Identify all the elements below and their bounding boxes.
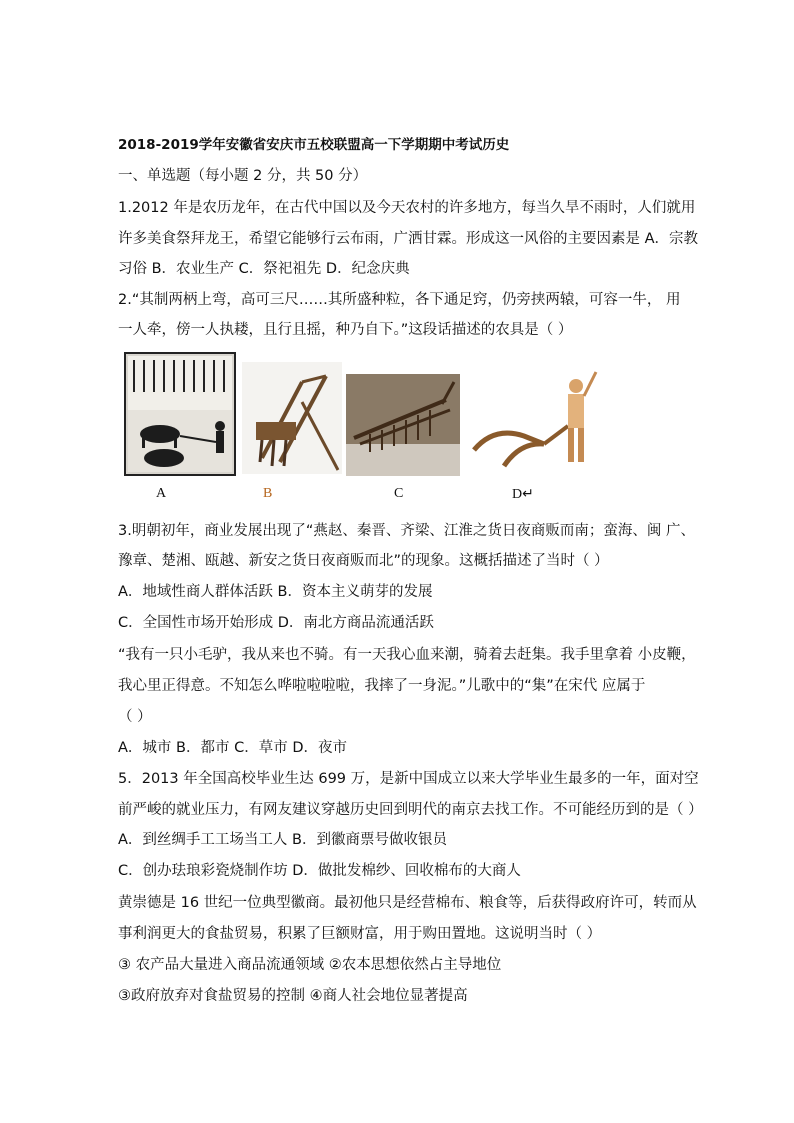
q6-option-line: ③政府放弃对食盐贸易的控制 ④商人社会地位显著提高 bbox=[118, 988, 468, 1004]
q1-line: 许多美食祭拜龙王，希望它能够行云布雨，广洒甘霖。形成这一风俗的主要因素是 A．宗教 bbox=[118, 231, 699, 247]
q5-option-line: C．创办珐琅彩瓷烧制作坊 D．做批发棉纱、回收棉布的大商人 bbox=[118, 863, 521, 879]
figure-label-a: A bbox=[156, 486, 167, 501]
q3-option-line: A．地域性商人群体活跃 B．资本主义萌芽的发展 bbox=[118, 584, 433, 600]
q1-line: 1.2012 年是农历龙年，在古代中国以及今天农村的许多地方，每当久旱不雨时，人们就用 bbox=[118, 200, 696, 216]
q6-line: 黄崇德是 16 世纪一位典型徽商。最初他只是经营棉布、粮食等，后获得政府许可，转而从 bbox=[118, 895, 697, 911]
q4-line: 我心里正得意。不知怎么哗啦啦啦啦，我摔了一身泥。”儿歌中的“集”在宋代 应属于 bbox=[118, 678, 646, 694]
q4-line: “我有一只小毛驴，我从来也不骑。有一天我心血来潮，骑着去赶集。我手里拿着 小皮鞭， bbox=[118, 647, 696, 663]
section-heading: 一、单选题（每小题 2 分，共 50 分） bbox=[118, 168, 368, 184]
q5-line: 5．2013 年全国高校毕业生达 699 万，是新中国成立以来大学毕业生最多的一年，面对空 bbox=[118, 771, 699, 787]
q1-line: 习俗 B．农业生产 C．祭祀祖先 D．纪念庆典 bbox=[118, 261, 410, 277]
figure-label-c: C bbox=[394, 486, 404, 501]
q5-option-line: A．到丝绸手工工场当工人 B．到徽商票号做收银员 bbox=[118, 832, 447, 848]
museum-model-c-image bbox=[346, 374, 460, 476]
q3-option-line: C．全国性市场开始形成 D．南北方商品流通活跃 bbox=[118, 615, 434, 631]
exam-title: 2018-2019学年安徽省安庆市五校联盟高一下学期期中考试历史 bbox=[118, 137, 510, 153]
figure-label-d: D↵ bbox=[512, 487, 534, 502]
plowman-d-image bbox=[464, 366, 604, 478]
figure-label-b: B bbox=[263, 486, 273, 501]
q2-line: 一人牵，傍一人执耧，且行且摇，种乃自下。”这段话描述的农具是（ ） bbox=[118, 322, 573, 338]
q3-line: 3.明朝初年，商业发展出现了“燕赵、秦晋、齐梁、江淮之货日夜商贩而南；蛮海、闽 广、 bbox=[118, 523, 695, 539]
ox-plowing-rubbing-image bbox=[124, 352, 236, 476]
q2-figure-row bbox=[118, 352, 608, 502]
q6-option-line: ③ 农产品大量进入商品流通领域 ②农本思想依然占主导地位 bbox=[118, 957, 502, 973]
seed-drill-b-image bbox=[242, 362, 342, 474]
q4-option-line: A．城市 B．都市 C．草市 D．夜市 bbox=[118, 740, 347, 756]
q5-line: 前严峻的就业压力，有网友建议穿越历史回到明代的南京去找工作。不可能经历到的是（ ） bbox=[118, 802, 703, 818]
q2-line: 2.“其制两柄上弯，高可三尺……其所盛种粒，各下通足窍，仍旁挟两辕，可容一牛， 用 bbox=[118, 292, 681, 308]
q6-line: 事利润更大的食盐贸易，积累了巨额财富，用于购田置地。这说明当时（ ） bbox=[118, 926, 602, 942]
q4-line: （ ） bbox=[118, 709, 152, 725]
q3-line: 豫章、楚湘、瓯越、新安之货日夜商贩而北”的现象。这概括描述了当时（ ） bbox=[118, 553, 609, 569]
